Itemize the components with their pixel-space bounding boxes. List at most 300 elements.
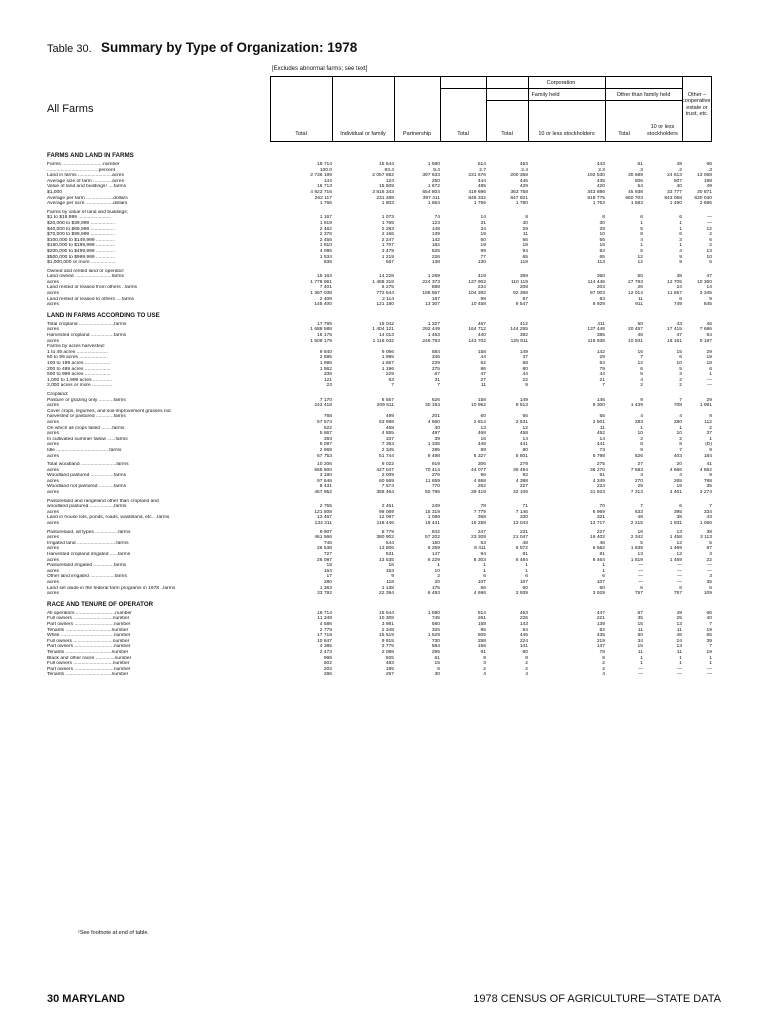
cell-value: 1 xyxy=(602,568,605,574)
cell-value: 226 xyxy=(519,616,528,622)
cell-value: 1 490 xyxy=(669,201,682,207)
cell-value: 107 xyxy=(596,579,605,585)
cell-value: 11 xyxy=(637,649,643,655)
header-family-held: Family held xyxy=(531,92,560,98)
cell-value: 92 xyxy=(522,473,528,479)
cell-value: 1 xyxy=(709,655,712,661)
cell-value: 1 469 xyxy=(669,546,682,552)
cell-value: 11 xyxy=(637,296,643,302)
cell-value: 13 xyxy=(706,248,712,254)
cell-value: 30 164 xyxy=(425,403,440,409)
cell-value: 1 765 xyxy=(381,220,394,226)
cell-value: 124 xyxy=(385,178,394,184)
cell-value: 4 xyxy=(483,672,486,678)
cell-value: 29 xyxy=(706,349,712,355)
cell-value: 224 373 xyxy=(422,279,440,285)
cell-value: 1 xyxy=(640,243,643,249)
cell-value: 368 xyxy=(477,515,486,521)
cell-value: 1 529 xyxy=(427,633,440,639)
row-label: Average per acre ....................dollars xyxy=(47,201,128,207)
cell-value: 458 xyxy=(519,431,528,437)
cell-value: 13 068 xyxy=(697,173,712,179)
cell-value: 441 xyxy=(519,442,528,448)
cell-value: 187 xyxy=(431,296,440,302)
cell-value: 6 xyxy=(709,366,712,372)
cell-value: 1 196 xyxy=(381,366,394,372)
cell-value: 15 xyxy=(637,621,643,627)
cell-value: 139 xyxy=(431,232,440,238)
cell-value: 5 xyxy=(640,540,643,546)
cell-value: — xyxy=(707,568,712,574)
cell-value: 35 xyxy=(706,484,712,490)
cell-value: 1 564 xyxy=(427,201,440,207)
cell-value: 150 xyxy=(431,540,440,546)
cell-value: 53 988 xyxy=(379,419,394,425)
cell-value: 1 363 xyxy=(319,585,332,591)
cell-value: 109 xyxy=(703,591,712,597)
cell-value: — xyxy=(677,574,682,580)
row-label: 500 to 999 acres ................... xyxy=(47,372,111,378)
cell-value: 15 xyxy=(676,349,682,355)
cell-value: 186 567 xyxy=(422,291,440,297)
cell-value: .3 xyxy=(707,167,712,173)
cell-value: 30 689 xyxy=(628,173,643,179)
cell-value: 280 xyxy=(673,419,682,425)
cell-value: 8 779 xyxy=(381,529,394,535)
cell-value: 137 xyxy=(596,644,605,650)
cell-value: 38 xyxy=(676,515,682,521)
cell-value: 146 xyxy=(596,397,605,403)
table-body xyxy=(47,148,713,678)
cell-value: 2 345 xyxy=(381,447,394,453)
cell-value: 86 xyxy=(480,366,486,372)
cell-value: 2 451 xyxy=(381,504,394,510)
cell-value: 435 xyxy=(596,633,605,639)
cell-value: 2 009 xyxy=(381,473,394,479)
cell-value: 62 xyxy=(480,361,486,366)
cell-value: 6 493 xyxy=(427,591,440,597)
cell-value: 835 xyxy=(323,260,332,266)
cell-value: 31 923 xyxy=(590,490,605,496)
cell-value: 61 xyxy=(434,655,440,661)
cell-value: 818 775 xyxy=(587,195,605,201)
cell-value: 39 xyxy=(706,638,712,644)
cell-value: 10 458 xyxy=(471,302,486,308)
cell-value: 843 068 xyxy=(664,195,682,201)
cell-value: 429 xyxy=(519,184,528,190)
cell-value: 12 705 xyxy=(667,279,682,285)
cell-value: 772 544 xyxy=(376,291,394,297)
row-label: Land set aside in the federal farm programs in 1978 ..farms xyxy=(47,585,176,591)
cell-value: 1 xyxy=(679,661,682,667)
cell-value: 1 803 xyxy=(381,201,394,207)
cell-value: 19 xyxy=(706,649,712,655)
cell-value: 4 658 xyxy=(473,478,486,484)
cell-value: 497 xyxy=(431,431,440,437)
cell-value: 3 274 xyxy=(699,490,712,496)
cell-value: 1 xyxy=(483,568,486,574)
cell-value: 2 455 xyxy=(319,237,332,243)
cell-value: 2 501 xyxy=(592,419,605,425)
cell-value: 708 xyxy=(673,403,682,409)
cell-value: 392 xyxy=(519,333,528,339)
row-label: acres xyxy=(47,442,59,448)
cell-value: 24 xyxy=(676,638,682,644)
row-label: Pastureland, all types .................farms xyxy=(47,529,131,535)
cell-value: 65 xyxy=(599,254,605,260)
header-partnership: Partnership xyxy=(402,130,432,137)
cell-value: 15 xyxy=(434,661,440,667)
cell-value: 1 xyxy=(640,661,643,667)
row-label: acres xyxy=(47,453,59,459)
cell-value: 8 xyxy=(640,232,643,238)
cell-value: 1 763 xyxy=(592,201,605,207)
cell-value: 9 xyxy=(525,383,528,389)
cell-value: 411 xyxy=(597,321,605,327)
cell-value: 7 xyxy=(640,355,643,361)
cell-value: 7 401 xyxy=(319,285,332,291)
cell-value: 231 288 xyxy=(376,195,394,201)
cell-value: 192 530 xyxy=(587,173,605,179)
cell-value: 40 xyxy=(676,184,682,190)
row-label: Farms ..............................number xyxy=(47,162,120,167)
row-label: Irrigated land .............................farms xyxy=(47,540,129,546)
row-label: harvested or pastured .............farms xyxy=(47,414,126,420)
cell-value: 10 952 xyxy=(471,403,486,409)
cell-value: 275 xyxy=(431,366,440,372)
cell-value: 2 xyxy=(640,436,643,442)
cell-value: 265 xyxy=(673,478,682,484)
cell-value: 9 815 xyxy=(381,638,394,644)
header-other-coop: Other – cooperative, estate or trust, etc. xyxy=(682,92,712,117)
cell-value: 412 xyxy=(519,321,528,327)
row-label: Part owners .............................number xyxy=(47,644,131,650)
cell-value: 9 547 xyxy=(515,302,528,308)
cell-value: 18 xyxy=(706,355,712,361)
cell-value: 2 xyxy=(709,243,712,249)
cell-value: 1 xyxy=(679,226,682,232)
cell-value: 16 xyxy=(637,349,643,355)
cell-value: 13 xyxy=(637,552,643,557)
cell-value: 8 xyxy=(640,442,643,448)
row-label: Land rented or leased to others ....farms xyxy=(47,296,134,302)
cell-value: — xyxy=(677,672,682,678)
cell-value: 845 xyxy=(703,302,712,308)
cell-value: 286 xyxy=(323,672,332,678)
cell-value: 11 659 xyxy=(425,478,440,484)
cell-value: 7 xyxy=(391,383,394,389)
cell-value: 35 xyxy=(706,579,712,585)
cell-value: 2 473 xyxy=(319,649,332,655)
cell-value: 45 938 xyxy=(628,189,643,195)
cell-value: 544 xyxy=(385,540,394,546)
cell-value: 54 xyxy=(599,361,605,366)
cell-value: 9 300 xyxy=(592,403,605,409)
cell-value: 1 xyxy=(483,563,486,569)
cell-value: 97 646 xyxy=(317,478,332,484)
cell-value: 44 xyxy=(522,372,528,378)
cell-value: 2 114 xyxy=(382,296,394,302)
cell-value: 65 xyxy=(706,633,712,639)
cell-value: 306 xyxy=(477,462,486,468)
cell-value: 343 886 xyxy=(587,189,605,195)
cell-value: 80 xyxy=(522,447,528,453)
cell-value: 78 xyxy=(599,649,605,655)
cell-value: 107 xyxy=(519,579,528,585)
cell-value: 1 167 xyxy=(319,215,332,221)
row-label: acres xyxy=(47,419,59,425)
cell-value: 33 777 xyxy=(667,189,682,195)
row-label: acres xyxy=(47,467,59,473)
row-label: 50 to 99 acres ..................... xyxy=(47,355,108,361)
cell-value: 4 349 xyxy=(592,478,605,484)
cell-value: 2 xyxy=(483,666,486,672)
cell-value: 4 586 xyxy=(319,621,332,627)
cell-value: 485 xyxy=(477,184,486,190)
cell-value: 280 xyxy=(323,579,332,585)
cell-value: 1 996 xyxy=(319,361,332,366)
row-label: $1,000,000 or more .................. xyxy=(47,260,116,266)
cell-value: 9 xyxy=(679,260,682,266)
cell-value: 209 511 xyxy=(376,403,394,409)
cell-value: 15 258 xyxy=(471,521,486,527)
cell-value: 7 574 xyxy=(381,484,394,490)
row-label: Tenants ..................................number xyxy=(47,627,129,633)
cell-value: 4 xyxy=(640,414,643,420)
cell-value: 5 xyxy=(709,540,712,546)
row-label: All operators .............................number xyxy=(47,610,132,616)
cell-value: 12 717 xyxy=(590,521,605,527)
cell-value: 22 xyxy=(706,557,712,563)
cell-value: 14 xyxy=(480,215,486,221)
cell-value: 6 275 xyxy=(381,285,394,291)
cell-value: 26 xyxy=(637,285,643,291)
header-total: Total xyxy=(295,130,307,137)
row-label: acres xyxy=(47,568,59,574)
cell-value: 1 xyxy=(437,563,440,569)
cell-value: 224 xyxy=(519,638,528,644)
cell-value: 74 xyxy=(434,215,440,221)
cell-value: 93 xyxy=(599,248,605,254)
cell-value: 8 431 xyxy=(319,484,332,490)
page-footer-right: 1978 CENSUS OF AGRICULTURE—STATE DATA xyxy=(473,993,721,1005)
cell-value: 208 xyxy=(519,285,528,291)
cell-value: 175 xyxy=(431,585,440,591)
cell-value: 46 xyxy=(599,540,605,546)
cell-value: — xyxy=(707,220,712,226)
cell-value: 121 180 xyxy=(376,302,394,308)
cell-value: 5 xyxy=(679,366,682,372)
cell-value: 1 xyxy=(640,425,643,431)
cell-value: 55 xyxy=(599,414,605,420)
cell-value: 393 xyxy=(323,436,332,442)
cell-value: 49 xyxy=(676,162,682,167)
cell-value: 95 xyxy=(480,627,486,633)
cell-value: 6 xyxy=(679,585,682,591)
cell-value: 1 xyxy=(640,655,643,661)
cell-value: 6 xyxy=(679,504,682,510)
cell-value: 26 087 xyxy=(317,557,332,563)
cell-value: 1 116 032 xyxy=(372,338,394,344)
cell-value: 526 xyxy=(634,453,643,459)
cell-value: 57 574 xyxy=(317,419,332,425)
cell-value: 1 xyxy=(679,220,682,226)
row-label: Land owned ...........................farms xyxy=(47,274,124,280)
cell-value: 338 xyxy=(323,372,332,378)
cell-value: 1 439 xyxy=(630,403,643,409)
row-label: acres xyxy=(47,403,59,409)
cell-value: 229 xyxy=(385,372,394,378)
row-label: acres xyxy=(47,521,59,527)
table-row xyxy=(47,521,713,527)
row-label: acres xyxy=(47,591,59,597)
cell-value: 81 xyxy=(599,552,605,557)
row-label: Cover crops, legumes, and soil-improvement grasses not xyxy=(47,408,171,414)
row-label: acres xyxy=(47,478,59,484)
cell-value: 4 923 716 xyxy=(310,189,332,195)
cell-value: 184 xyxy=(703,453,712,459)
cell-value: 9 907 xyxy=(319,529,332,535)
cell-value: 580 xyxy=(431,621,440,627)
row-label: Part owners .............................number xyxy=(47,666,131,672)
cell-value: 5 197 xyxy=(699,338,712,344)
cell-value: 321 xyxy=(596,515,605,521)
row-label: Idle .......................................farms xyxy=(47,447,122,453)
cell-value: 6 xyxy=(437,666,440,672)
cell-value: 7 170 xyxy=(319,397,332,403)
cell-value: 295 xyxy=(431,649,440,655)
cell-value: 15 xyxy=(637,644,643,650)
cell-value: 453 xyxy=(519,610,528,616)
cell-value: 440 xyxy=(477,333,486,339)
cell-value: 51 744 xyxy=(379,453,394,459)
cell-value: 15 509 xyxy=(379,184,394,190)
cell-value: 2 215 xyxy=(630,521,643,527)
cell-value: 4 660 xyxy=(427,419,440,425)
row-label: Average size of farm ..............acres xyxy=(47,178,125,184)
cell-value: 1 335 xyxy=(427,442,440,448)
cell-value: 73 xyxy=(599,447,605,453)
cell-value: 60 xyxy=(480,414,486,420)
cell-value: 18 xyxy=(676,484,682,490)
cell-value: 397 411 xyxy=(422,195,440,201)
cell-value: — xyxy=(638,574,643,580)
cell-value: 31 xyxy=(480,220,486,226)
cell-value: 6 xyxy=(483,574,486,580)
header-other-10less: 10 or less stockholders xyxy=(647,124,678,137)
cell-value: 46 xyxy=(676,633,682,639)
cell-value: — xyxy=(638,666,643,672)
cell-value: 11 xyxy=(599,425,605,431)
table-row xyxy=(47,201,713,207)
cell-value: 9 xyxy=(483,655,486,661)
cell-value: 506 xyxy=(634,178,643,184)
cell-value: 3 xyxy=(483,661,486,667)
cell-value: 50 xyxy=(637,321,643,327)
cell-value: 2 xyxy=(679,377,682,383)
cell-value: 369 xyxy=(519,274,528,280)
cell-value: — xyxy=(638,563,643,569)
cell-value: 7 xyxy=(437,383,440,389)
cell-value: 20 xyxy=(434,579,440,585)
cell-value: 9 xyxy=(709,473,712,479)
cell-value: 1 991 xyxy=(699,403,712,409)
cell-value: 507 xyxy=(673,178,682,184)
cell-value: 1 534 xyxy=(319,254,332,260)
cell-value: 11 xyxy=(637,627,643,633)
cell-value: 5 867 xyxy=(319,431,332,437)
cell-value: 2.4 xyxy=(521,167,528,173)
header-individual: Individual or family xyxy=(340,130,386,137)
cell-value: 40 xyxy=(434,425,440,431)
cell-value: 630 040 xyxy=(694,195,712,201)
cell-value: 13 043 xyxy=(513,521,528,527)
cell-value: 8 xyxy=(525,655,528,661)
row-label: acres xyxy=(47,546,59,552)
cell-value: 112 xyxy=(704,419,712,425)
cell-value: 118 936 xyxy=(587,338,605,344)
cell-value: 231 xyxy=(519,529,528,535)
cell-value: 3 xyxy=(679,372,682,378)
cell-value: 9 513 xyxy=(515,403,528,409)
cell-value: 82 xyxy=(599,627,605,633)
cell-value: 4 xyxy=(640,237,643,243)
cell-value: 67 xyxy=(637,610,643,616)
cell-value: 1 066 xyxy=(699,521,712,527)
cell-value: 483 xyxy=(385,661,394,667)
cell-value: 292 449 xyxy=(422,327,440,333)
cell-value: 15 163 xyxy=(317,274,332,280)
row-label: acres xyxy=(47,431,59,437)
cell-value: 4 666 xyxy=(669,467,682,473)
cell-value: 6 xyxy=(602,574,605,580)
row-label: Tenants ..................................number xyxy=(47,649,129,655)
cell-value: 16 xyxy=(599,243,605,249)
cell-value: 71 xyxy=(522,504,528,510)
cell-value: 22 xyxy=(522,377,528,383)
cell-value: 164 xyxy=(323,568,332,574)
cell-value: 1 xyxy=(525,563,528,569)
cell-value: 1 327 xyxy=(427,321,440,327)
cell-value: 18 714 xyxy=(317,162,332,167)
cell-value: 219 xyxy=(596,638,605,644)
cell-value: 10 308 xyxy=(379,616,394,622)
row-label: $150,000 to $199,999 .............. xyxy=(47,243,115,249)
cell-value: 11 xyxy=(480,383,486,389)
cell-value: 4 xyxy=(640,473,643,479)
cell-value: 15 319 xyxy=(425,509,440,515)
cell-value: 757 xyxy=(634,591,643,597)
cell-value: 13 307 xyxy=(425,302,440,308)
row-label: $70,000 to $99,999 .................. xyxy=(47,232,115,238)
row-label: acres xyxy=(47,509,59,515)
cell-value: (D) xyxy=(705,442,712,448)
cell-value: 104 392 xyxy=(468,291,486,297)
cell-value: 2 xyxy=(709,232,712,238)
cell-value: 21 047 xyxy=(513,535,528,541)
cell-value: 1 xyxy=(679,655,682,661)
cell-value: 9 xyxy=(640,397,643,403)
cell-value: 83.4 xyxy=(384,167,394,173)
cell-value: 461 566 xyxy=(314,535,332,541)
cell-value: 7 xyxy=(709,504,712,510)
row-label: acres xyxy=(47,302,59,308)
cell-value: — xyxy=(677,568,682,574)
cell-value: 227 xyxy=(519,484,528,490)
cell-value: 7 583 xyxy=(630,467,643,473)
cell-value: 749 xyxy=(673,302,682,308)
cell-value: 2 755 xyxy=(319,504,332,510)
